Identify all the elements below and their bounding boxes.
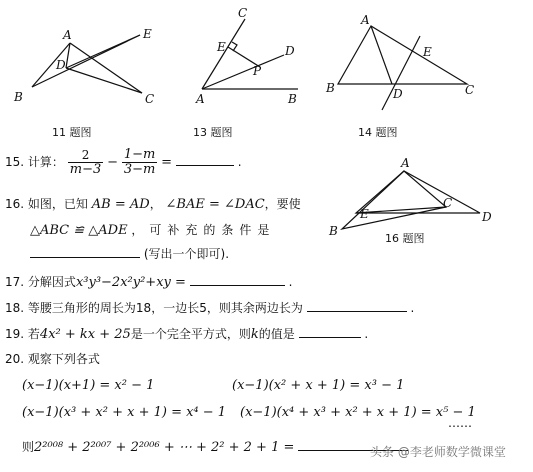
q16-text-e: ，要使: [264, 197, 301, 211]
q20-equation-1: (x−1)(x+1) = x² − 1: [22, 378, 155, 393]
fig14-label-a: A: [361, 13, 370, 27]
q16-condition-ab-ad: AB = AD: [91, 197, 150, 212]
q19-k: k: [250, 327, 259, 342]
fig14-label-e: E: [423, 45, 432, 59]
q19-text-a: 若: [27, 327, 40, 341]
fig14-label-c: C: [465, 83, 475, 97]
q17-text: 分解因式: [27, 275, 76, 289]
q18-end: .: [410, 301, 415, 315]
q16-text-b: ，可补充的条件是: [131, 223, 276, 237]
question-18: [5, 299, 414, 316]
fig16-label-d: D: [482, 210, 492, 224]
q19-text-b: 是一个完全平方式，则: [130, 327, 251, 341]
q16-comma: ，: [149, 197, 162, 211]
q15-equals: =: [161, 155, 173, 170]
q20-equation-2: (x−1)(x² + x + 1) = x³ − 1: [232, 378, 405, 393]
q15-number: 15.: [5, 155, 25, 169]
fig16-label-b: B: [329, 224, 338, 235]
q16-number: 16.: [5, 197, 25, 211]
q20-dots: ……: [448, 416, 472, 430]
fig13-label-d: D: [285, 44, 295, 58]
question-20-title: [5, 350, 100, 367]
q17-end: .: [288, 275, 293, 289]
figure-14: [325, 12, 480, 112]
q17-expression: x³y³−2x²y²+xy =: [75, 275, 186, 290]
q17-answer-blank[interactable]: [190, 273, 285, 286]
question-16-line-3: [30, 245, 229, 262]
fig11-label-a: A: [63, 28, 72, 42]
q15-prefix: 计算：: [27, 155, 64, 169]
question-16-line-2: [30, 221, 275, 238]
fig13-label-e: E: [217, 40, 226, 54]
q20-last-expression: 2²⁰⁰⁸ + 2²⁰⁰⁷ + 2²⁰⁰⁶ + ⋯ + 2² + 2 + 1 =: [34, 440, 295, 455]
q16-answer-blank[interactable]: [30, 245, 140, 258]
question-15: [5, 148, 242, 177]
question-16-line-1: [5, 195, 301, 212]
fig13-label-b: B: [288, 92, 297, 106]
q18-number: 18.: [5, 301, 25, 315]
q15-fraction-1: $\frac{2}{m-3}$: [69, 148, 102, 177]
q16-congruence: △ABC ≌ △ADE: [30, 223, 128, 238]
question-17: [5, 273, 292, 290]
figure-13: [190, 5, 315, 113]
fig13-label-p: P: [253, 64, 262, 78]
q18-text: 等腰三角形的周长为18，一边长5，则其余两边长为: [27, 301, 303, 315]
fig16-label-a: A: [401, 156, 410, 170]
watermark: 头条 @李老师数学微课堂: [370, 445, 506, 459]
q20-number: 20.: [5, 352, 25, 366]
fig16-label-c: C: [443, 196, 453, 210]
fig13-label-c: C: [238, 6, 248, 20]
fig13-caption: 13 题图: [193, 126, 233, 139]
q20-equation-4: (x−1)(x⁴ + x³ + x² + x + 1) = x⁵ − 1: [240, 405, 476, 420]
q15-answer-blank[interactable]: [176, 153, 234, 166]
q19-answer-blank[interactable]: [299, 325, 361, 338]
q16-text-a: 如图，已知: [27, 197, 88, 211]
q20-equation-3: (x−1)(x³ + x² + x + 1) = x⁴ − 1: [22, 405, 227, 420]
q19-end: .: [364, 327, 369, 341]
fig16-caption: 16 题图: [385, 232, 425, 245]
fig13-label-a: A: [196, 92, 205, 106]
figure-11: [10, 25, 170, 110]
q16-text-c: (写出一个即可).: [143, 247, 230, 261]
question-19: [5, 325, 368, 342]
q15-fraction-2: $\frac{1-m}{3-m}$: [123, 147, 156, 177]
fig14-label-d: D: [393, 87, 403, 101]
q20-title: 观察下列各式: [27, 352, 100, 366]
fig11-label-c: C: [145, 92, 155, 106]
fig11-label-b: B: [14, 90, 23, 104]
fig14-label-b: B: [326, 81, 335, 95]
q16-condition-angles: ∠BAE = ∠DAC: [165, 197, 265, 212]
fig11-caption: 11 题图: [52, 126, 92, 139]
q19-number: 19.: [5, 327, 25, 341]
q19-text-c: 的值是: [258, 327, 295, 341]
fig14-caption: 14 题图: [358, 126, 398, 139]
q20-last-prefix: 则: [22, 440, 35, 454]
fig11-label-d: D: [56, 58, 66, 72]
q15-minus: −: [107, 155, 118, 170]
q20-last-line: [22, 438, 408, 455]
q15-end: .: [237, 155, 242, 169]
fig11-label-e: E: [143, 27, 152, 41]
q19-expression: 4x² + kx + 25: [39, 327, 131, 342]
q18-answer-blank[interactable]: [307, 299, 407, 312]
figure-16: [328, 155, 493, 235]
fig16-label-e: E: [360, 207, 369, 221]
q17-number: 17.: [5, 275, 25, 289]
